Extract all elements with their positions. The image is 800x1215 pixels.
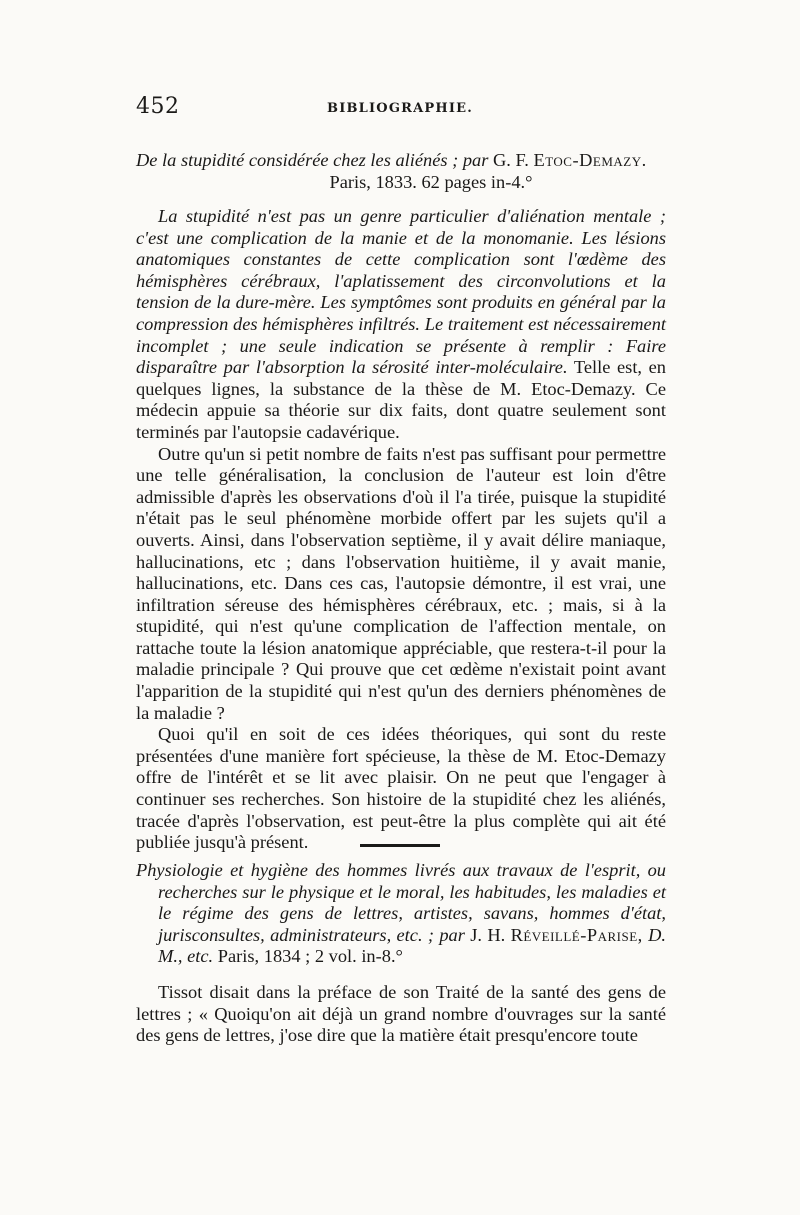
summary-paragraph bbox=[136, 206, 666, 444]
review-etoc-demazy bbox=[136, 150, 666, 193]
page-header bbox=[136, 94, 664, 128]
publication-info: Paris, 1834 ; 2 vol. in-8.° bbox=[217, 946, 403, 967]
conclusion-paragraph: Quoi qu'il en soit de ces idées théoriques, qui sont du reste présentées d'une manière fort spécieuse, la thèse de M. Etoc-Demazy offre de l'intérêt et se lit avec plaisir. On ne peut que l'engager à continuer ses recherches. Son histoire de la stupidité chez les aliénés, tracée d'après l'observation, est peut-être la plus complète qui ait été publiée jusqu'à présent. bbox=[136, 724, 666, 853]
review-heading bbox=[136, 150, 666, 193]
section-divider bbox=[360, 844, 440, 848]
summary-text: La stupidité n'est pas un genre particulier d'aliénation mentale ; c'est une complication de la manie et de la monomanie. Les lésions anatomiques constantes de cette complication sont l'œdème des hémisphères cérébraux, l'aplatissement des circonvolutions et la tension de la dure-mère. Les symptômes sont produits en général par la compression des hémisphères infiltrés. Le traitement est nécessairement incomplet ; une seule indication se présente à remplir : Faire disparaître par l'absorption la sérosité inter-moléculaire. bbox=[136, 206, 666, 378]
page-number: 452 bbox=[136, 94, 180, 119]
review-body bbox=[136, 206, 666, 854]
review-title: Physiologie et hygiène des hommes livrés aux travaux de l'esprit, ou recherches sur le physique et le moral, les habitudes, les maladies et le régime des gens de lettres, artistes, savans, hommes d'état, jurisconsultes, administrateurs, etc. ; par bbox=[136, 860, 666, 945]
review-heading bbox=[136, 860, 666, 968]
review-title: De la stupidité considérée chez les aliénés ; par bbox=[136, 150, 489, 170]
publication-info: Paris, 1833. 62 pages in-4.° bbox=[329, 171, 533, 192]
author-initials: J. H. bbox=[470, 924, 506, 945]
summary-tail: Telle est, en quelques lignes, la substance de la thèse de M. Etoc-Demazy. Ce médecin appuie sa théorie sur dix faits, dont quatre seulement sont terminés par l'autopsie cadavérique. bbox=[136, 357, 667, 442]
author-degree: D. M., etc. bbox=[158, 924, 666, 967]
running-head: BIBLIOGRAPHIE. bbox=[327, 101, 473, 116]
review-reveille-parise bbox=[136, 860, 666, 1047]
tissot-paragraph: Tissot disait dans la préface de son Traité de la santé des gens de lettres ; « Quoiqu'on ait déjà un grand nombre d'ouvrages sur la santé des gens de lettres, j'ose dire que la matière était presqu'encore toute bbox=[136, 981, 666, 1046]
author-name: Etoc-Demazy. bbox=[533, 150, 647, 170]
critique-paragraph: Outre qu'un si petit nombre de faits n'est pas suffisant pour permettre une telle généralisation, la conclusion de l'auteur est loin d'être admissible d'après les observations d'où il l'a tirée, puisque la stupidité n'était pas le seul phénomène morbide offert par les sujets qu'il a ouverts. Ainsi, dans l'observation septième, il y avait délire maniaque, hallucinations, etc ; dans l'observation huitième, il y avait manie, hallucinations, etc. Dans ces cas, l'autopsie démontre, il est vrai, une infiltration séreuse des hémisphères cérébraux, etc. ; mais, si à la stupidité, qui n'est qu'une complication de l'affection mentale, on rattache toute la lésion anatomique appréciable, que restera-t-il pour la maladie principale ? Qui prouve que cet œdème n'existait point avant l'apparition de la stupidité qui n'est qu'un des derniers phénomènes de la maladie ? bbox=[136, 443, 666, 723]
author-name: Réveillé-Parise, bbox=[510, 924, 643, 945]
author-initials: G. F. bbox=[493, 150, 529, 170]
